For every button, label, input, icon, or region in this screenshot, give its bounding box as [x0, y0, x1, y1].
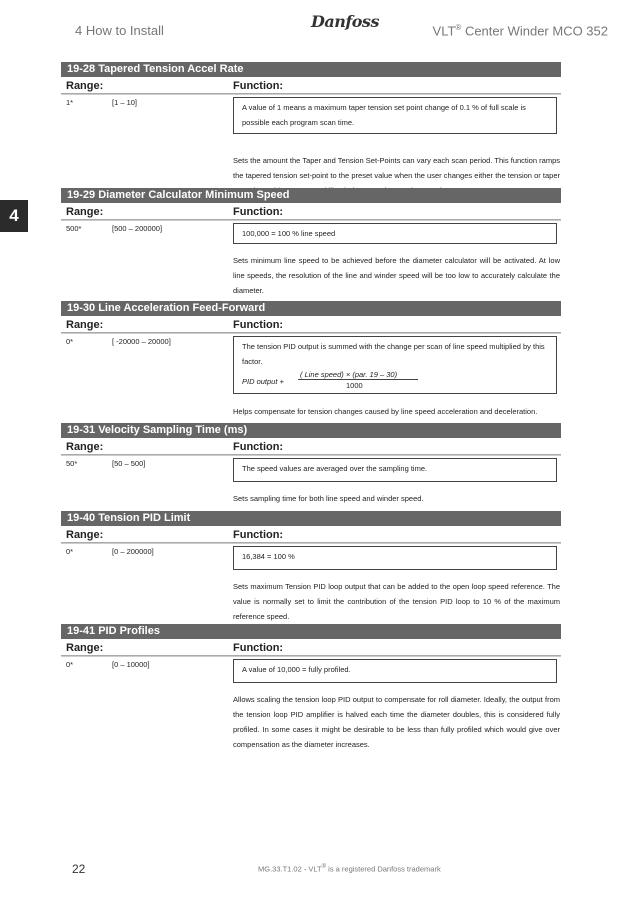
formula-numerator: ( Line speed) × (par. 19 – 30): [300, 370, 398, 379]
function-heading: Function:: [233, 206, 284, 218]
default-value: 50*: [66, 459, 78, 468]
default-value: 0*: [66, 337, 74, 346]
param-19-29: [61, 188, 561, 295]
description: Sets sampling time for both line speed and winder speed.: [233, 494, 424, 503]
formula-denominator: 1000: [346, 381, 363, 390]
range-heading: Range:: [66, 441, 104, 453]
range-heading: Range:: [66, 319, 104, 331]
formula: [242, 369, 548, 391]
header-product-title: VLT® Center Winder MCO 352: [432, 23, 608, 39]
range-value: [0 – 10000]: [112, 660, 150, 669]
header-chapter-title: 4 How to Install: [75, 23, 164, 38]
function-heading: Function:: [233, 642, 284, 654]
default-value: 0*: [66, 660, 74, 669]
registered-mark: ®: [321, 864, 327, 870]
range-heading: Range:: [66, 80, 104, 92]
range-heading: Range:: [66, 642, 104, 654]
param-title: 19-41 PID Profiles: [61, 624, 561, 639]
footer-document-id: MG.33.T1.02 - VLT® is a registered Danfoss trademark: [258, 864, 441, 874]
range-heading: Range:: [66, 206, 104, 218]
range-value: [50 – 500]: [112, 459, 146, 468]
param-title: 19-29 Diameter Calculator Minimum Speed: [61, 188, 561, 203]
description: Sets maximum Tension PID loop output that can be added to the open loop speed reference. The value is normally set to limit the contribution of the tension PID loop to 10 % of the maximum reference speed.: [233, 582, 560, 621]
formula-lhs: PID output +: [242, 377, 284, 386]
param-19-40: [61, 511, 561, 621]
page-number: 22: [72, 862, 86, 876]
range-value: [500 – 200000]: [112, 224, 163, 233]
function-box: 100,000 = 100 % line speed: [233, 223, 557, 244]
function-heading: Function:: [233, 319, 284, 331]
range-value: [ -20000 – 20000]: [112, 337, 171, 346]
default-value: 1*: [66, 98, 74, 107]
param-title: 19-40 Tension PID Limit: [61, 511, 561, 526]
function-box: A value of 1 means a maximum taper tension set point change of 0.1 % of full scale is possible each program scan time.: [233, 97, 557, 134]
function-heading: Function:: [233, 80, 284, 92]
param-title: 19-30 Line Acceleration Feed-Forward: [61, 301, 561, 316]
function-box: 16,384 = 100 %: [233, 546, 557, 570]
function-box: The speed values are averaged over the sampling time.: [233, 458, 557, 482]
description: Helps compensate for tension changes caused by line speed acceleration and deceleration.: [233, 407, 538, 416]
range-value: [1 – 10]: [112, 98, 138, 107]
description: Allows scaling the tension loop PID output to compensate for roll diameter. Ideally, the output from the tension loop PID amplifier is halved each time the diameter doubles, this is considered fully profiled. In some cases it might be desirable to be less than fully profiled which would give over compensation as the diameter increases.: [233, 695, 560, 749]
function-box: A value of 10,000 = fully profiled.: [233, 659, 557, 683]
function-box: [233, 336, 557, 394]
range-value: [0 – 200000]: [112, 547, 154, 556]
function-text: The tension PID output is summed with the change per scan of line speed multiplied by this factor.: [242, 342, 545, 366]
param-19-31: [61, 423, 561, 503]
default-value: 500*: [66, 224, 82, 233]
param-title: 19-28 Tapered Tension Accel Rate: [61, 62, 561, 77]
registered-mark: ®: [455, 23, 462, 32]
param-19-30: [61, 301, 561, 416]
danfoss-logo: Danfoss: [311, 12, 379, 31]
param-title: 19-31 Velocity Sampling Time (ms): [61, 423, 561, 438]
param-19-28: [61, 62, 561, 180]
function-heading: Function:: [233, 529, 284, 541]
description: Sets minimum line speed to be achieved before the diameter calculator will be activated. At low line speeds, the resolution of the line and winder speed will be too low to accurately calculate the diameter.: [233, 256, 560, 295]
function-heading: Function:: [233, 441, 284, 453]
default-value: 0*: [66, 547, 74, 556]
chapter-tab: 4: [0, 200, 28, 232]
description: Sets the amount the Taper and Tension Set-Points can vary each scan period. This function ramps the tapered tension set-point to the preset value when the user changes either the tension or taper: [233, 156, 560, 180]
range-heading: Range:: [66, 529, 104, 541]
param-19-41: [61, 624, 561, 749]
